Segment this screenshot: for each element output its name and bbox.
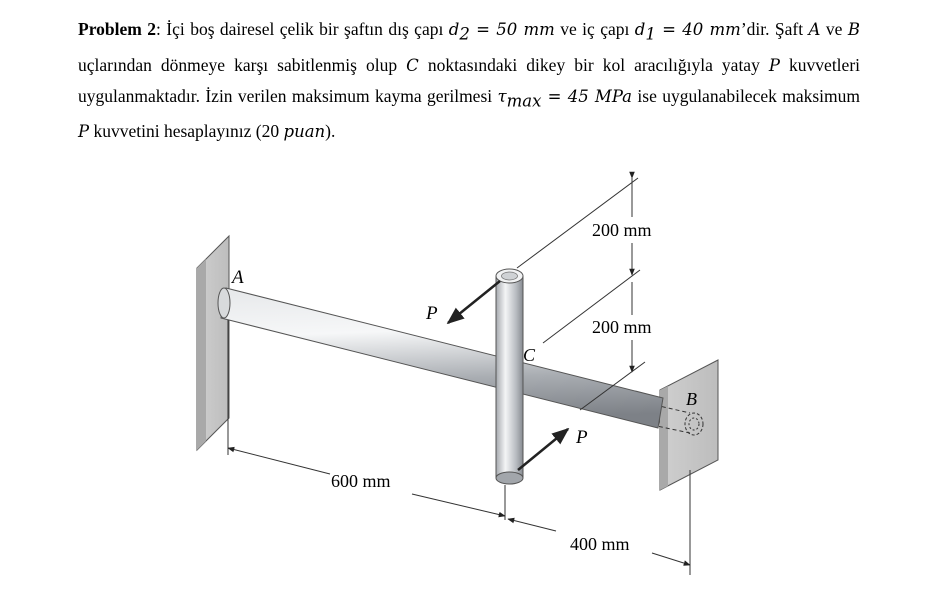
problem-label: Problem 2 [78,19,157,39]
text-part: İçi boş dairesel çelik bir şaftın dış çapı [160,19,449,39]
point-c: C [406,55,419,75]
point-b: B [847,20,860,39]
vertical-arm [496,269,523,484]
text-part: ’dir. Şaft [740,19,809,39]
text-part: noktasındaki dikey bir kol aracılığıyla yatay [418,54,769,75]
text-part: ve iç çapı [554,19,635,39]
right-wall-support [660,360,718,490]
left-wall-support [197,236,229,450]
label-b: B [686,389,697,409]
dim-a-to-c: 600 mm [331,471,391,491]
force-p: P [768,55,780,75]
text-part: ). [325,121,336,141]
dim-arm-upper: 200 mm [592,220,652,240]
label-a: A [232,267,244,288]
d1-value: = 40 mm [655,20,741,39]
text-part: ise uygulanabilecek maksimum [632,85,860,106]
point-a: A [808,20,821,39]
main-shaft [218,288,663,428]
force-p-2: P [78,122,90,141]
d1-sub: 1 [645,24,656,44]
force-p-bottom-arrow [518,429,568,470]
tau-symbol: τ [497,86,507,106]
label-c: C [523,345,536,365]
puan-word: puan [283,122,326,141]
d2-symbol: d [448,20,460,39]
force-p-top-arrow [448,281,500,323]
d1-symbol: d [634,20,646,39]
tau-sub: max [506,91,542,110]
tau-value: = 45 MPa [541,86,633,106]
d2-value: = 50 mm [469,20,555,39]
dim-arm-lower: 200 mm [592,317,652,337]
label-p-bottom: P [576,427,588,448]
label-p-top: P [426,303,438,324]
colon: : [156,19,161,39]
text-part: ve [820,19,848,39]
text-part: kuvvetleri uygulanmaktadır. İzin verilen maksimum kayma gerilmesi [78,54,861,106]
text-part: kuvvetini hesaplayınız (20 [89,121,284,141]
d2-sub: 2 [459,24,470,44]
text-part: uçlarından dönmeye karşı sabitlenmiş olup [78,54,407,75]
dim-c-to-b: 400 mm [570,534,630,554]
